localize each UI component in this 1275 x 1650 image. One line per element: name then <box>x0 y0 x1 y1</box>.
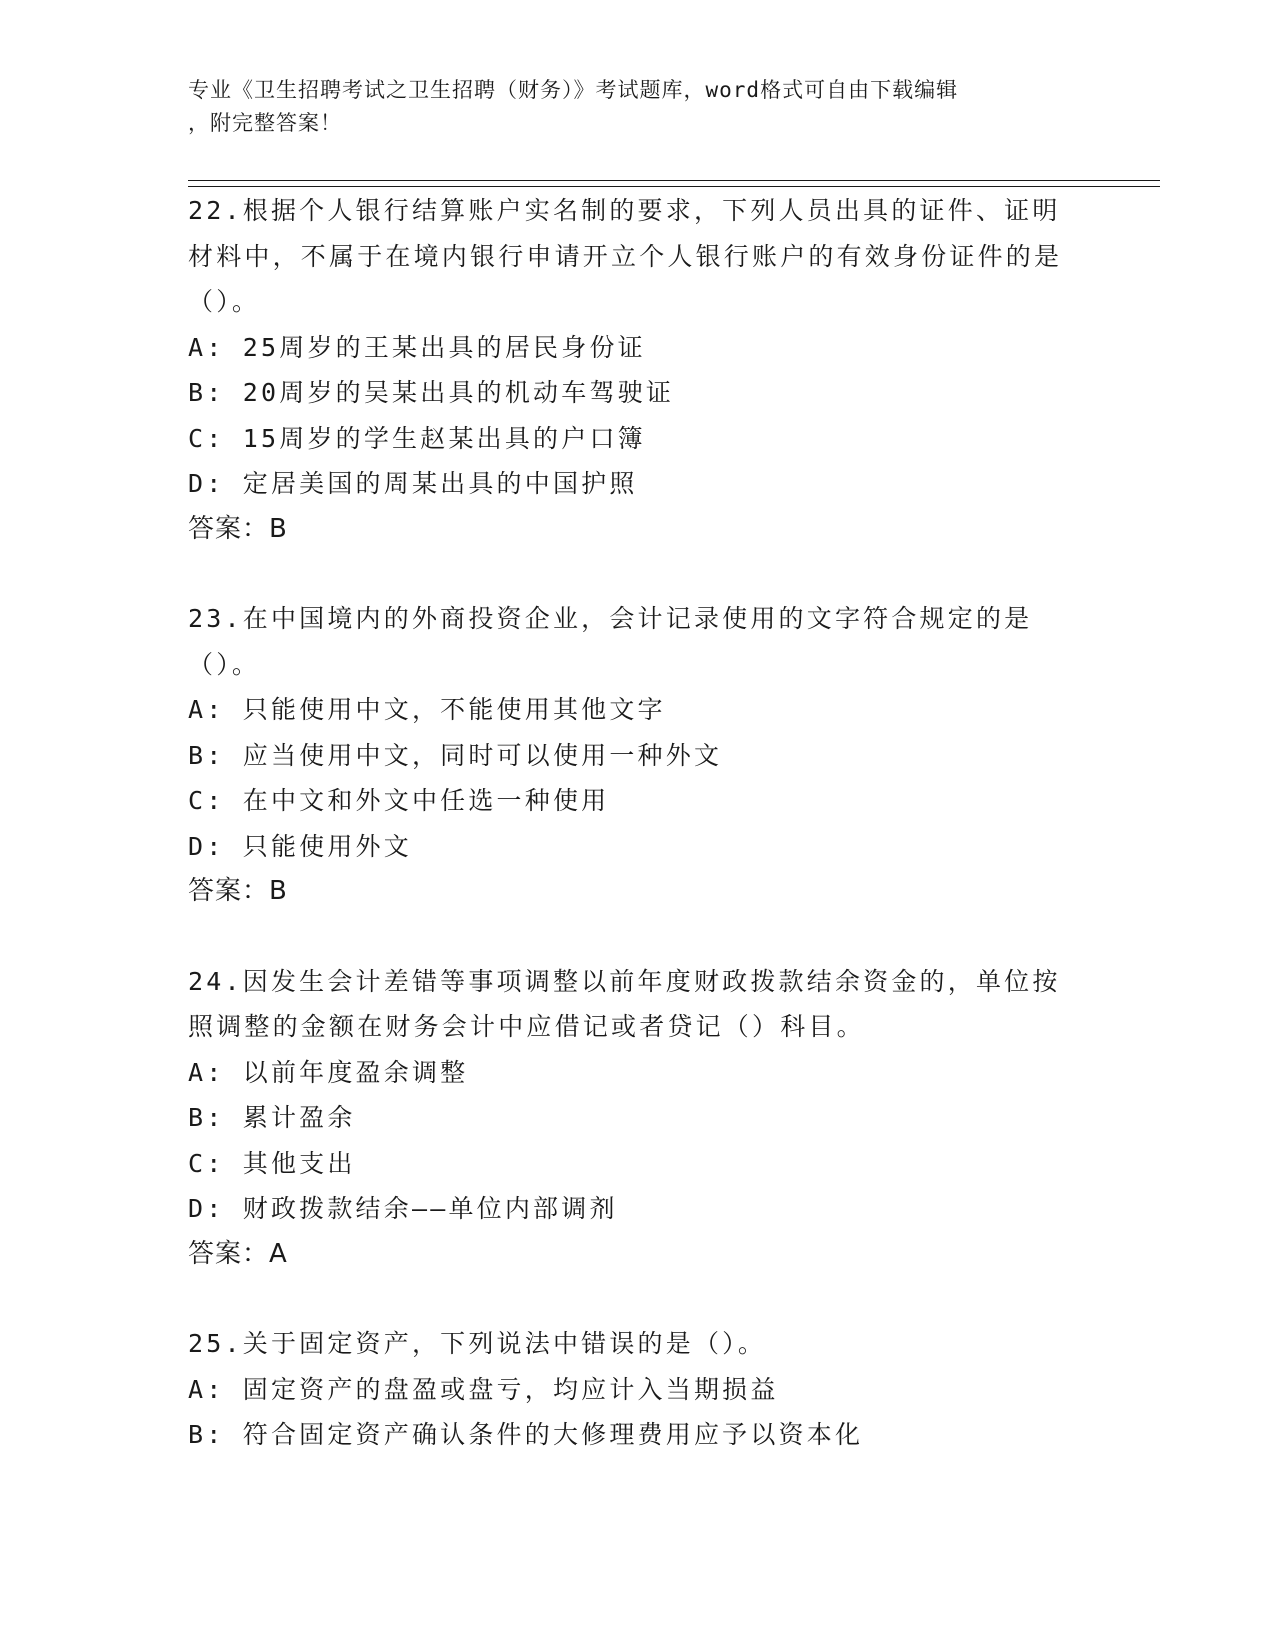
question-22 <box>188 188 1088 552</box>
header-double-rule <box>188 180 1160 187</box>
question-text: 23.在中国境内的外商投资企业，会计记录使用的文字符合规定的是（）。 <box>188 604 1033 679</box>
option-b: B: 累计盈余 <box>188 1103 356 1132</box>
question-25 <box>188 1321 1088 1458</box>
option-c: C: 其他支出 <box>188 1148 356 1178</box>
question-23 <box>188 596 1088 915</box>
option-a: A: 只能使用中文，不能使用其他文字 <box>188 695 666 724</box>
document-header <box>188 74 1088 140</box>
question-text: 22.根据个人银行结算账户实名制的要求，下列人员出具的证件、证明材料中，不属于在境内银行申请开立个人银行账户的有效身份证件的是（）。 <box>188 196 1063 316</box>
answer-label: 答案：A <box>188 1238 288 1269</box>
answer-label: 答案：B <box>188 876 288 906</box>
question-text: 24.因发生会计差错等事项调整以前年度财政拨款结余资金的，单位按照调整的金额在财务会计中应借记或者贷记（）科目。 <box>188 966 1061 1041</box>
option-d: D: 财政拨款结余——单位内部调剂 <box>188 1194 618 1223</box>
option-a: A: 以前年度盈余调整 <box>188 1057 469 1087</box>
option-b: B: 应当使用中文，同时可以使用一种外文 <box>188 740 723 770</box>
option-b: B: 20周岁的吴某出具的机动车驾驶证 <box>188 378 675 407</box>
option-a: A: 固定资产的盘盈或盘亏，均应计入当期损益 <box>188 1374 779 1404</box>
question-24 <box>188 959 1088 1278</box>
option-b: B: 符合固定资产确认条件的大修理费用应予以资本化 <box>188 1420 864 1449</box>
answer-label: 答案：B <box>188 513 288 544</box>
header-line-1: 专业《卫生招聘考试之卫生招聘（财务）》考试题库，word格式可自由下载编辑 <box>188 78 959 102</box>
header-line-2: ，附完整答案！ <box>188 111 342 135</box>
option-c: C: 15周岁的学生赵某出具的户口簿 <box>188 423 646 453</box>
question-list <box>188 188 1088 1502</box>
question-text: 25.关于固定资产，下列说法中错误的是（）。 <box>188 1329 767 1358</box>
option-d: D: 定居美国的周某出具的中国护照 <box>188 469 638 498</box>
option-d: D: 只能使用外文 <box>188 831 412 861</box>
option-a: A: 25周岁的王某出具的居民身份证 <box>188 332 646 362</box>
option-c: C: 在中文和外文中任选一种使用 <box>188 786 610 815</box>
